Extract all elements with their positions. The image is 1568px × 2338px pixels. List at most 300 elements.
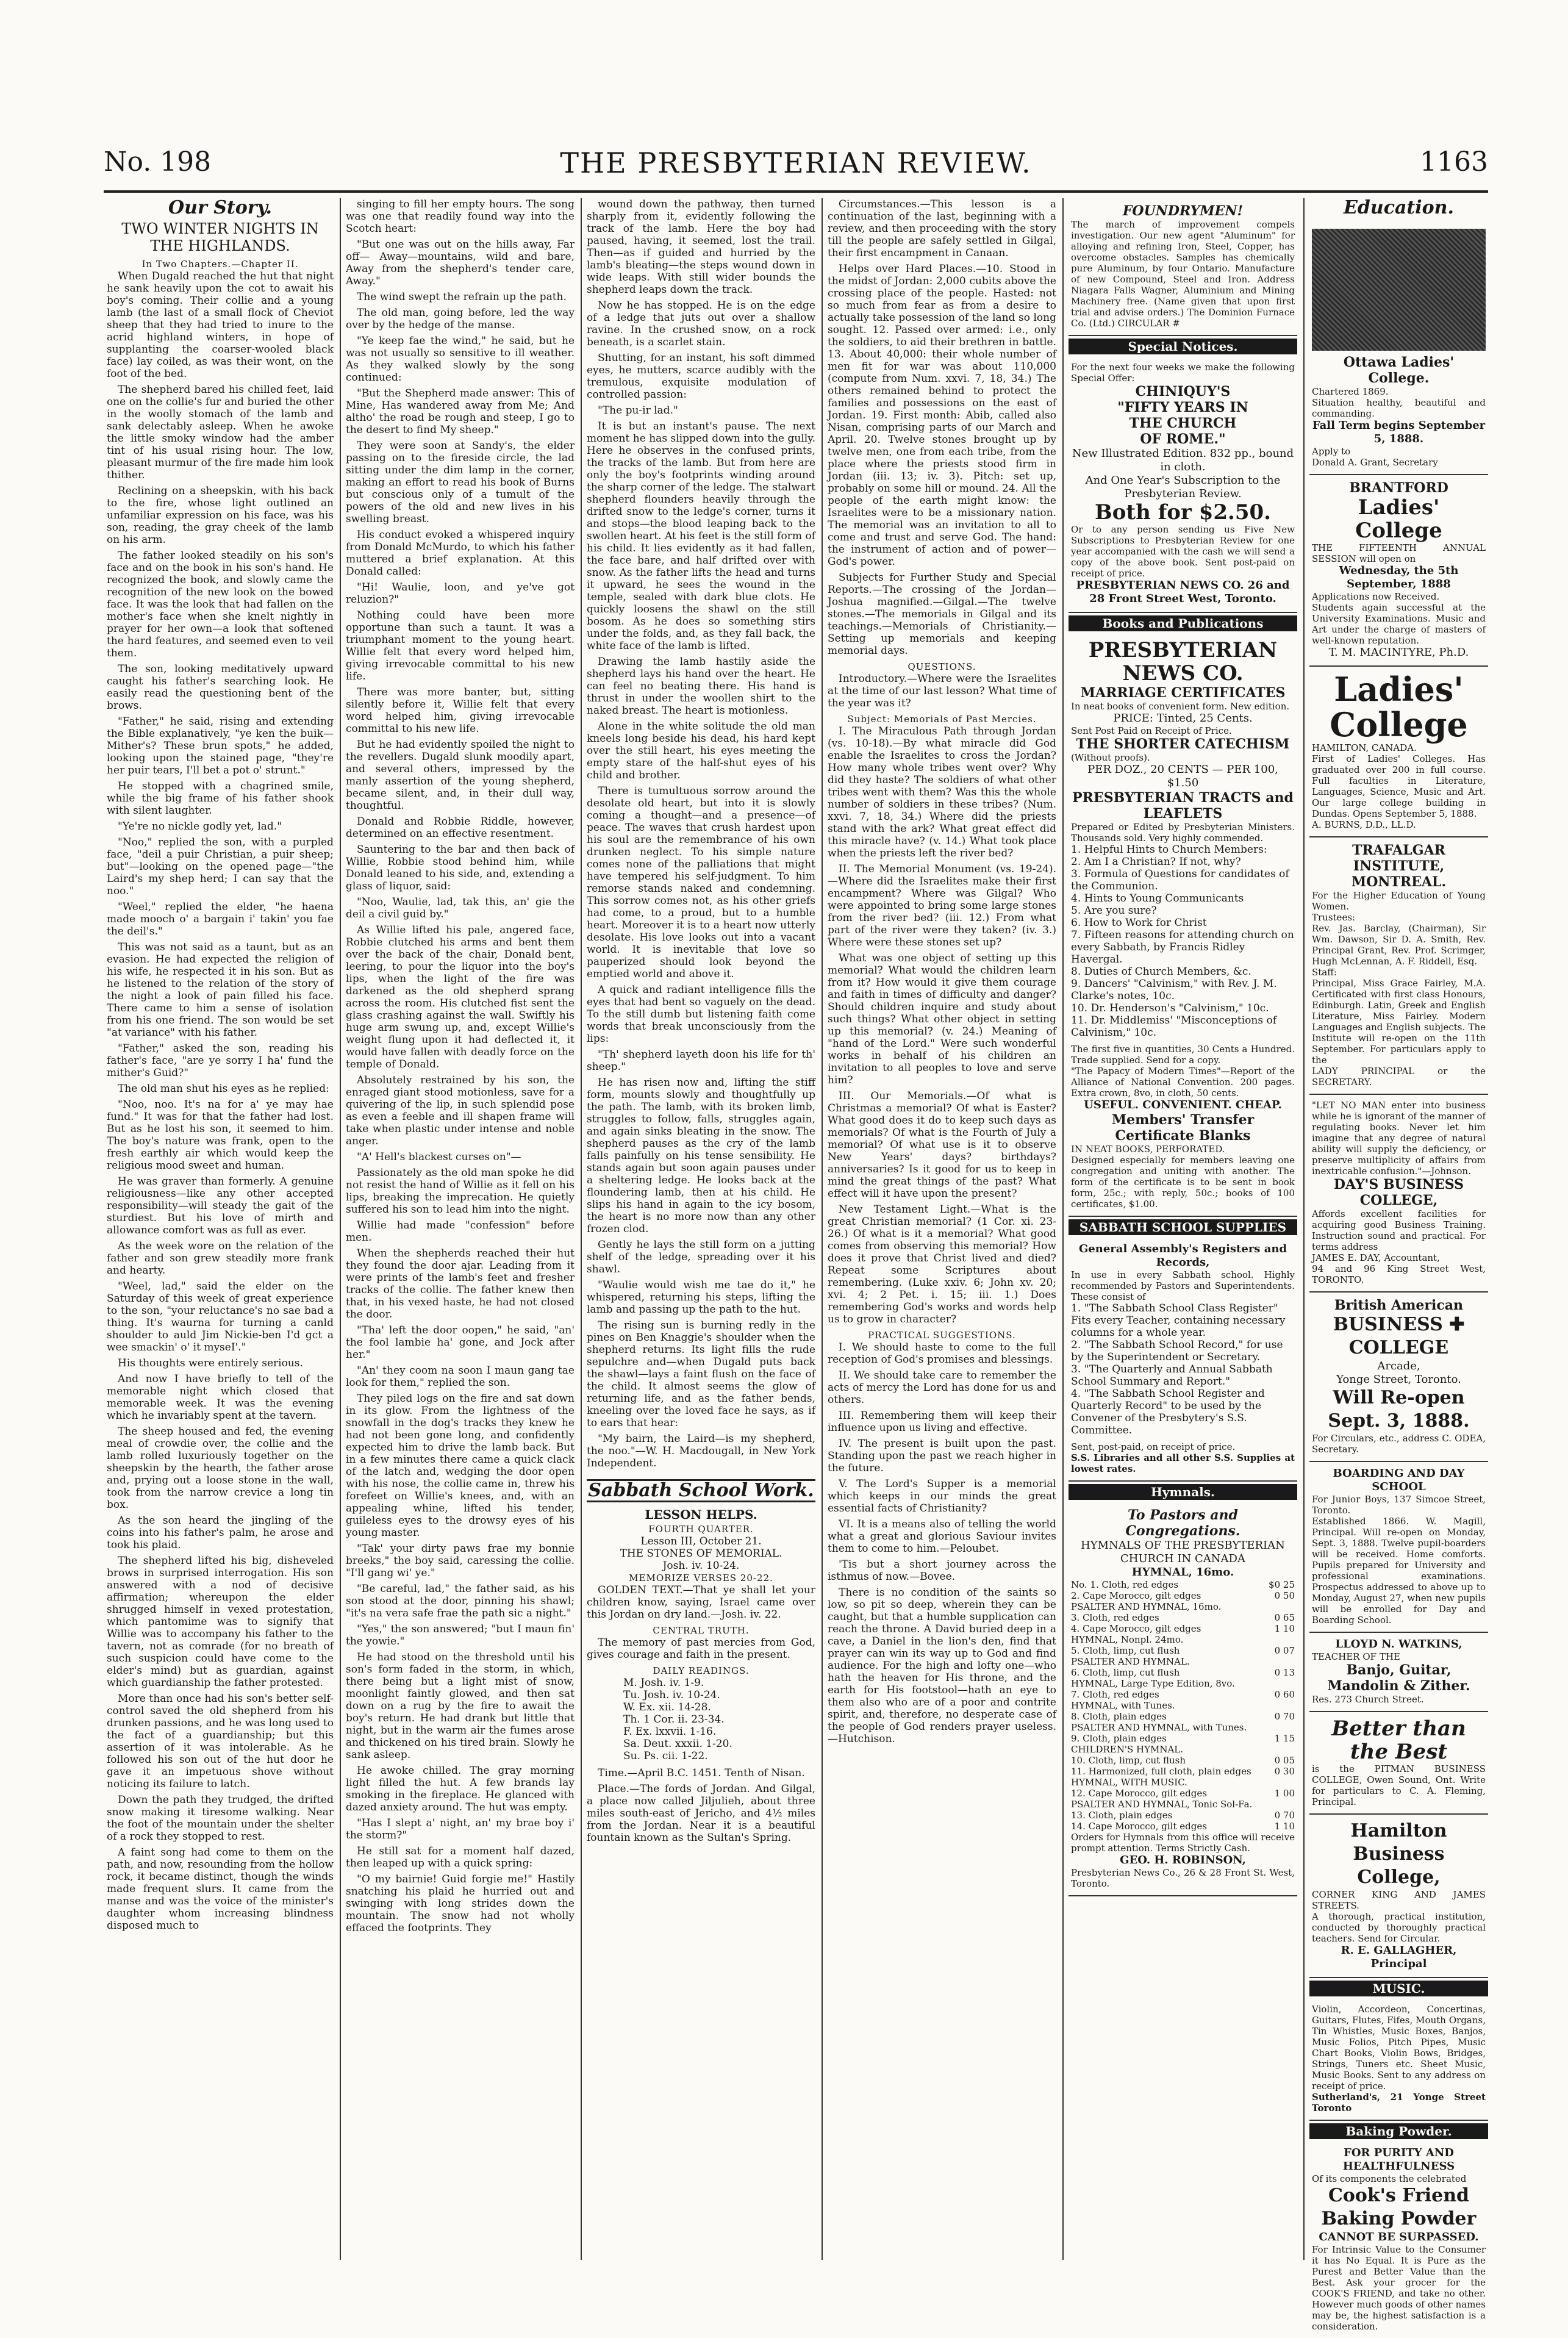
hymnals-order: Orders for Hymnals from this office will receive prompt attention. Terms Strictly Cash. <box>1071 1832 1295 1854</box>
libraries: S.S. Libraries and all other S.S. Supplies at lowest rates. <box>1071 1452 1295 1474</box>
daily-reading: Th. 1 Cor. ii. 23-34. <box>623 1713 725 1726</box>
chiniquy-sub: And One Year's Subscription to the Presbyterian Review. <box>1085 474 1281 500</box>
hymnal-item: 7. Cloth, red edges <box>1071 1689 1159 1700</box>
register-item: 2. "The Sabbath School Record," for use by the Superintendent or Secretary. <box>1071 1339 1283 1363</box>
story-paragraph: And now I have briefly to tell of the memorable night which closed that memorable week. It was the evening which he invariably spent at the tavern. <box>107 1373 334 1422</box>
memorize: MEMORIZE VERSES 20-22. <box>629 1572 773 1583</box>
story-paragraph: "Noo," replied the son, with a purpled face, "deil a puir Christian, a puir sheep; but"—looking on the opened page—"the Laird's my shep herd; I can say that the noo." <box>107 836 334 897</box>
pastors-heading: To Pastors and Congregations. <box>1125 1507 1240 1539</box>
books-band: Books and Publications <box>1069 615 1297 631</box>
foundry-heading: FOUNDRYMEN! <box>1122 203 1244 219</box>
hymnals-ad <box>1069 1502 1297 1896</box>
story-paragraph: "Be careful, lad," the father said, as his son stood at the door, pinning his shawl; "it's na vera safe frae the path sic a night." <box>346 1583 575 1619</box>
hymnal-price-row <box>1071 1579 1295 1590</box>
story-paragraph: The shepherd lifted his big, disheveled brows in surprised interrogation. His son answered with a nod of decisive affirmation; whereupon the elder shrugged himself in vexed protestation, which pantomime was to signify that Willie was to accompany his father to the tavern, not as comrade (for no breath of such suspicion could have come to the elder's mind) but as guardian, against which guardianship the father protested. <box>107 1555 334 1689</box>
boarding-text: Established 1866. W. Magill, Principal. Will re-open on Monday, Sept. 3, 1888. Twelve pupil-boarders will be received. Home comforts. Pupils prepared for University and professional examinations. Prospectus addressed to above up to Monday, August 27, when new pupils will be enrolled for Day and Boarding School. <box>1312 1516 1486 1626</box>
hymnal-price: 1 00 <box>1274 1788 1295 1799</box>
story-paragraph: "Tak' your dirty paws frae my bonnie breeks," the boy said, caressing the collie. "I'll gang wi' ye." <box>346 1543 575 1579</box>
lesson-place: Place.—The fords of Jordan. And Gilgal, a place now called Jiljulieh, about three miles south-east of Jericho, and 4½ miles from the Jordan. Near it is a beautiful fountain known as the Sultan's Spring. <box>587 1783 815 1844</box>
ottawa-term: Fall Term begins September 5, 1888. <box>1312 419 1486 445</box>
days-college: DAY'S BUSINESS COLLEGE, <box>1333 1177 1464 1208</box>
chiniquy-title-1: CHINIQUY'S <box>1135 384 1231 400</box>
story-paragraph: "Noo, noo. It's na for a' ye may hae fund." It was for that the father had lost. But as he lost his son, it seemed to him. The boy's nature was frank, open to the fresh earthly air which would keep the religious mood sweet and human. <box>107 1099 334 1172</box>
hymnal-price-row <box>1071 1590 1295 1601</box>
closing-paragraph: 'Tis but a short journey across the isthmus of now.—Bovee. <box>828 1558 1056 1583</box>
column-6 <box>1309 197 1488 2332</box>
story-paragraph: It is but an instant's pause. The next moment he has slipped down into the gully. Here he observes in the confused prints, the tracks of the lamb. But from here are only the boy's footprints winding around the sharp corner of the ledge. The stalwart shepherd flounders heavily through the drifted snow to the ledge's corner, turns it and stops—the blood leaping back to the swollen heart. At his feet is the still form of his child. It lies evidently as it had fallen, the face bare, and half drifted over with snow. As the father lifts the head and turns it upward, he sees the wound in the temple, sealed with dark blue clots. He quickly loosens the shawl on the still bosom. As he does so something stirs under the folds, and, as they fall back, the white face of the lamb is lifted. <box>587 420 815 652</box>
music-address: Sutherland's, 21 Yonge Street Toronto <box>1312 2092 1486 2114</box>
catechism-note: (Without proofs). <box>1071 752 1150 763</box>
news-co: PRESBYTERIAN NEWS CO. <box>1088 638 1278 686</box>
brantford-note: Students again successful at the University Examinations. Music and Art under the charge of masters of well-known reputation. <box>1312 602 1486 646</box>
story-paragraph: As the son heard the jingling of the coins into his father's palm, he arose and took his plaid. <box>107 1515 334 1551</box>
marriage-price: PRICE: Tinted, 25 Cents. <box>1113 712 1253 725</box>
hymnal-price-row <box>1071 1667 1295 1678</box>
story-body <box>107 270 334 1932</box>
hymnal-price: 0 50 <box>1274 1590 1295 1601</box>
story-paragraph: "But one was out on the hills away, Far off— Away—mountains, wild and bare, Away from the shepherd's tender care, Away." <box>346 238 575 287</box>
story-paragraph: Willie had made "confession" before men. <box>346 1219 575 1244</box>
shorter-catechism: THE SHORTER CATECHISM <box>1076 736 1290 752</box>
music-ad <box>1309 1999 1488 2121</box>
hymnal-price-row <box>1071 1766 1295 1777</box>
story-paragraph: Now he has stopped. He is on the edge of a ledge that juts out over a shallow ravine. In the crushed snow, on a rock beneath, is a scarlet stain. <box>587 299 815 348</box>
story-paragraph: Shutting, for an instant, his soft dimmed eyes, he mutters, scarce audibly with the tremulous, exquisite modulation of controlled passion: <box>587 352 815 401</box>
hymnal-price-row <box>1071 1711 1295 1722</box>
lesson-paragraph: Subjects for Further Study and Special Reports.—The crossing of the Jordan—Joshua magnified.—Gilgal.—The twelve stones.—The memorials in Gilgal and its teachings.—Memorials of Christianity.—Setting up memorials and keeping memorial days. <box>828 572 1056 657</box>
story-paragraph: The son, looking meditatively upward caught his father's searching look. He easily read the questioning bent of the brows. <box>107 663 334 712</box>
tract-item: 4. Hints to Young Communicants <box>1071 892 1244 905</box>
trafalgar-staff-text: Principal, Miss Grace Fairley, M.A. Certificated with first class Honours, Edinburgh. Latin, Greek and English Literature, Miss Fairley. Modern Languages and English subjects. The Institute will re-open on the 11th September. For particulars apply to the <box>1312 978 1486 1066</box>
lesson-time: Time.—April B.C. 1451. Tenth of Nisan. <box>598 1767 805 1779</box>
story-paragraph: Down the path they trudged, the drifted snow making it tiresome walking. Near the foot of the mountain under the shelter of a rock they stopped to rest. <box>107 1794 334 1843</box>
hymnal-price-row <box>1071 1810 1295 1821</box>
hymnal-item: HYMNAL, Nonpl. 24mo. <box>1071 1634 1184 1645</box>
hymnal-item: HYMNAL, Large Type Edition, 8vo. <box>1071 1678 1235 1689</box>
ottawa-contact: Donald A. Grant, Secretary <box>1312 457 1438 468</box>
questions-heading: QUESTIONS. <box>908 661 976 672</box>
days-address: 94 and 96 King Street West, TORONTO. <box>1312 1263 1486 1285</box>
hymnal-price-row <box>1071 1623 1295 1634</box>
masthead-rule <box>104 190 1488 193</box>
hymnal-price-row <box>1071 1645 1295 1656</box>
hymnal-price-row <box>1071 1788 1295 1799</box>
story-paragraph: Drawing the lamb hastily aside the shepherd lays his hand over the heart. He can feel no beating there. His hand is thrust in under the woollen shirt to the naked breast. The heart is motionless. <box>587 656 815 717</box>
robinson: GEO. H. ROBINSON, <box>1120 1854 1246 1866</box>
education-heading: Education. <box>1344 197 1454 218</box>
hymnal-16mo: HYMNAL, 16mo. <box>1131 1566 1234 1579</box>
hamilton-business-ad <box>1309 1815 1488 1978</box>
tract-item: 5. Are you sure? <box>1071 905 1157 917</box>
hymnal-price: 0 30 <box>1274 1766 1295 1777</box>
question-paragraph: II. The Memorial Monument (vs. 19-24).—Where did the Israelites make their first encampment? Where was Gilgal? Who were appointed to bring some large stones from the river bed? (iii. 12.) From what part of the river were they taken? (iv. 3.) Where were these stones set up? <box>828 863 1056 948</box>
hymnal-price-list <box>1071 1579 1295 1832</box>
daily-readings-heading: DAILY READINGS. <box>653 1665 750 1676</box>
question-paragraph: III. Our Memorials.—Of what is Christmas a memorial? Of what is Easter? What good does it do to keep such days as memorials? Of what is the Fourth of July a memorial? Of what use is it to observe New Years' days? birthdays? anniversaries? Is it good for us to keep in mind the great things of the past? What effect will it have upon the present? <box>828 1090 1056 1200</box>
brantford-session: THE FIFTEENTH ANNUAL SESSION will open on <box>1312 542 1486 564</box>
story-paragraph: "Weel, lad," said the elder on the Saturday of this week of great experience to the son, "your reluctance's no sae bad a thing. It's waurna for turning a canld shoulder to auld Jim Nickie-ben I'd gct a wee smackin' o' it myseI'." <box>107 1280 334 1354</box>
hymnal-price: 0 07 <box>1274 1645 1295 1656</box>
ottawa-college: Ottawa Ladies' College. <box>1343 354 1455 386</box>
hymnal-price-row <box>1071 1755 1295 1766</box>
watkins-ad <box>1309 1633 1488 1712</box>
hymnal-item: PSALTER AND HYMNAL, with Tunes. <box>1071 1722 1247 1733</box>
section-title-our-story: Our Story. <box>168 197 272 218</box>
hamilton-business-principal: R. E. GALLAGHER, Principal <box>1341 1944 1457 1970</box>
hymnal-price: 0 65 <box>1274 1612 1295 1623</box>
story-paragraph: When Dugald reached the hut that night he sank heavily upon the cot to await his boy's coming. Their collie and a young lamb (the last of a small flock of Cheviot sheep that they had tried to inure to the acrid highland winters, in hope of supplanting the coarser-wooled black face) lay coiled, as was their wont, on the foot of the bed. <box>107 270 334 380</box>
story-paragraph: The old man shut his eyes as he replied: <box>118 1083 329 1095</box>
column-divider <box>1303 198 1305 2260</box>
hymnal-price: 1 10 <box>1274 1623 1295 1634</box>
story-paragraph: A quick and radiant intelligence fills the eyes that had bent so vaguely on the dead. To the still dumb but listening faith come words that break unconsciously from the lips: <box>587 984 815 1045</box>
cooks-text: For Intrinsic Value to the Consumer it has No Equal. It is Pure as the Purest and Better Value than the Best. Ask your grocer for the COOK'S FRIEND, and take no other. However much goods of other names may be, the highest satisfaction is a consideration. <box>1312 2244 1486 2332</box>
hymnals-band: Hymnals. <box>1069 1484 1297 1500</box>
practical-item: II. We should take care to remember the acts of mercy the Lord has done for us and others. <box>828 1369 1056 1406</box>
quarter: FOURTH QUARTER. <box>648 1524 754 1535</box>
practical-item: V. The Lord's Supper is a memorial which keeps in our minds the great essential facts of Christianity? <box>828 1478 1056 1515</box>
closing-paragraph: There is no condition of the saints so low, so pit so deep, wherein they can be caught, but that a humble supplication can reach the throne. A David buried deep in a cave, a Daniel in the lion's den, find that prayer can win its way up to God and find audience. For the high and lofty one—who hath the heaven for His throne, and the earth for His footstool—hath an eye to them also who are of a poor and contrite spirit, and, therefore, no desperate case of the people of God renders prayer useless.—Hutchison. <box>828 1587 1056 1745</box>
hymnal-item: HYMNAL, WITH MUSIC. <box>1071 1777 1187 1788</box>
practical-item: IV. The present is built upon the past. Standing upon the past we reach higher in the future. <box>828 1438 1056 1474</box>
register-item: 1. "The Sabbath School Class Register" Fits every Teacher, containing necessary columns for a whole year. <box>1071 1302 1286 1339</box>
column-1 <box>107 198 334 2260</box>
hymnal-price: 0 70 <box>1274 1711 1295 1722</box>
chiniquy-note: Or to any person sending us Five New Subscriptions to Presbyterian Review for one year accompanied with the cash we will send a copy of the above book. Sent post-paid on receipt of price. <box>1071 524 1295 579</box>
tract-item: 6. How to Work for Christ <box>1071 917 1207 929</box>
hymnal-price-row <box>1071 1656 1295 1667</box>
questions-subject: Subject: Memorials of Past Mercies. <box>847 714 1037 725</box>
story-paragraph: "O my bairnie! Guid forgie me!" Hastily snatching his plaid he hurried out and swinging with long strides down the mountain. The snow had not wholly effaced the footprints. They <box>346 1873 575 1934</box>
chiniquy-address: PRESBYTERIAN NEWS CO. 26 and 28 Front Street West, Toronto. <box>1076 579 1290 605</box>
useful-line: USEFUL. CONVENIENT. CHEAP. <box>1084 1099 1282 1111</box>
story-paragraph: Nothing could have been more opportune than such a taunt. It was a triumphant moment to the young heart. Willie felt that every word helped him, giving irrevocable committal to his new life. <box>346 609 575 683</box>
registers-list <box>1071 1302 1295 1436</box>
hymnal-price: 1 10 <box>1274 1821 1295 1832</box>
section-title-sabbath-school: Sabbath School Work. <box>587 1479 815 1502</box>
registers-post: Sent, post-paid, on receipt of price. <box>1071 1441 1236 1452</box>
golden-text: GOLDEN TEXT.—That ye shall let your children know, saying, Israel came over this Jordan on dry land.—Josh. iv. 22. <box>587 1584 815 1621</box>
story-chapter: In Two Chapters.—Chapter II. <box>141 259 299 270</box>
story-paragraph: His conduct evoked a whispered inquiry from Donald McMurdo, to which his father muttered a brief explanation. At this Donald called: <box>346 529 575 578</box>
registers-ad <box>1069 1238 1297 1482</box>
lesson-paragraph: Helps over Hard Places.—10. Stood in the midst of Jordan: 2,000 cubits above the crossing place of the people. Hasted: not so much from fear as from a desire to actually take possession of the land so long sought. 12. Passed over armed: i.e., only the soldiers, to aid their brethren in battle. 13. About 40,000: their whole number of men fit for war was about 110,000 (compute from Num. xxvi. 7, 18, 34.) The others remained behind to protect the families and possessions on the east of Jordan. 19. First month: Abib, called also Nisan, comprising parts of our March and April. 20. Twelve stones brought up by twelve men, one from each tribe, from the place where the priests stood firm in Jordan (iii. 13; iv. 3). Pitch: set up, probably on some hill or mound. 24. All the people of the earth might know: the Israelites were to be a missionary nation. The memorial was an invitation to all to come and trust and serve God. The hand: the instrument of action and of power—God's power. <box>828 263 1056 568</box>
story-paragraph: The shepherd bared his chilled feet, laid one on the collie's fur and buried the other in the woolly stomach of the lamb and sank delectably asleep. When he awoke the little smoky window had the amber tint of his usual rising hour. The low, pleasant murmur of the fire made him look thither. <box>107 384 334 481</box>
question-paragraph: What was one object of setting up this memorial? What would the children learn from it? How would it give them courage and faith in times of difficulty and danger? Should children inquire and study about such things? What other object in setting up this memorial? (v. 24.) Meaning of "hand of the Lord." Were such wonderful works in behalf of his children an invitation to all peoples to love and serve him? <box>828 952 1056 1086</box>
better-than-best: Better than the Best <box>1331 1716 1466 1764</box>
brantford-apps: Applications now Received. <box>1312 591 1440 602</box>
story-paragraph: He still sat for a moment half dazed, then leaped up with a quick spring: <box>346 1845 575 1870</box>
story-paragraph: Sauntering to the bar and then back of Willie, Robbie stood behind him, while Donald leaned to his side, and, extending a glass of liquor, said: <box>346 844 575 892</box>
ba-arcade: Arcade, <box>1377 1360 1420 1372</box>
hymnal-price: 0 13 <box>1274 1667 1295 1678</box>
hymnal-price-row <box>1071 1634 1295 1645</box>
lesson-paragraph: Circumstances.—This lesson is a continuation of the last, beginning with a review, and then proceeding with the story till the people are safely settled in Gilgal, their first encampment in Canaan. <box>828 198 1056 259</box>
story-paragraph: singing to fill her empty hours. The song was one that readily found way into the Scotch heart: <box>346 198 575 235</box>
foundry-text: The march of improvement compels investigation. Our new agent "Aluminum" for alloying and refining Iron, Steel, Copper, has overcome obstacles. Samples has chemically pure Aluminum, by four Ontario. Manufacture of new Compound, Steel and Iron. Address Niagara Falls Wagner, Aluminium and Mining Machinery free. (Name given that upon first trial and advise orders.) The Dominion Furnace Co. (Ltd.) CIRCULAR # <box>1071 219 1295 329</box>
questions-body <box>828 725 1056 1325</box>
practical-item: I. We should haste to come to the full reception of God's promises and blessings. <box>828 1341 1056 1366</box>
hymnal-item: 13. Cloth, plain edges <box>1071 1810 1173 1821</box>
brantford-principal: T. M. MACINTYRE, Ph.D. <box>1328 646 1469 659</box>
hymnal-price-row <box>1071 1777 1295 1788</box>
hamilton-place: HAMILTON, CANADA. <box>1312 742 1417 753</box>
practical-heading: PRACTICAL SUGGESTIONS. <box>868 1330 1016 1341</box>
brantford: BRANTFORD <box>1349 480 1448 496</box>
column-divider <box>340 198 341 2260</box>
hymnal-price-row <box>1071 1821 1295 1832</box>
story-title: TWO WINTER NIGHTS IN THE HIGHLANDS. <box>121 220 319 254</box>
papacy: "The Papacy of Modern Times"—Report of the Alliance of National Convention. 200 pages. Extra crown, 8vo, in cloth, 50 cents. <box>1071 1066 1295 1099</box>
hymnal-item: 14. Cape Morocco, gilt edges <box>1071 1821 1207 1832</box>
hymnal-price: 0 70 <box>1274 1810 1295 1821</box>
questions-intro: Introductory.—Where were the Israelites at the time of our last lesson? What time of the year was it? <box>828 673 1056 709</box>
masthead <box>104 146 1488 189</box>
story-paragraph: Passionately as the old man spoke he did not resist the hand of Willie as it fell on his lips, breaking the imprecation. He quietly suffered his son to lead him into the night. <box>346 1167 575 1216</box>
lesson-helps: LESSON HELPS. <box>645 1507 757 1522</box>
hymnal-price-row <box>1071 1744 1295 1755</box>
days-college-ad <box>1309 1095 1488 1293</box>
sabbath-supplies-band: SABBATH SCHOOL SUPPLIES <box>1069 1219 1297 1235</box>
tract-item: 8. Duties of Church Members, &c. <box>1071 966 1251 978</box>
story-paragraph: More than once had his son's better self-control saved the old shepherd from his drunken passions, and he was long used to the fact of a guardianship; but this assertion of it was intolerable. As he followed his son out of the hut door he gave it an impetuous shove without noticing its failure to latch. <box>107 1693 334 1790</box>
story-paragraph: The wind swept the refrain up the path. <box>357 291 567 303</box>
hymnal-price-row <box>1071 1700 1295 1711</box>
ottawa-chartered: Chartered 1869. <box>1312 386 1389 397</box>
hymnal-price-row <box>1071 1612 1295 1623</box>
lesson-number: Lesson III, October 21. <box>640 1535 762 1547</box>
column-2 <box>346 198 575 2260</box>
story-paragraph: The father looked steadily on his son's face and on the book in his son's hand. He recognized the book, and slowly came the recognition of the new look on the bowed face. It was the look that had fallen on the mother's face when she knelt nightly in prayer for her own—a look that softened the hard features, and seemed even to veil them. <box>107 550 334 659</box>
chiniquy-title-2: "FIFTY YEARS IN <box>1117 400 1248 415</box>
trafalgar-sub: For the Higher Education of Young Women. <box>1312 890 1486 912</box>
hymnal-item: PSALTER AND HYMNAL, 16mo. <box>1071 1601 1222 1612</box>
tracts-leaflets: PRESBYTERIAN TRACTS and LEAFLETS <box>1072 790 1294 822</box>
baking-band: Baking Powder. <box>1309 2123 1488 2139</box>
cooks-friend: Cook's Friend Baking Powder <box>1321 2185 1477 2229</box>
daily-reading: W. Ex. xii. 14-28. <box>623 1701 711 1713</box>
story-paragraph: Absolutely restrained by his son, the enraged giant stood motionless, save for a quivering of the lip, in such splendid pose as even a feeble and ill shapen frame will take when plastic under intense and noble anger. <box>346 1074 575 1147</box>
hymnal-price-row <box>1071 1722 1295 1733</box>
tract-item: 3. Formula of Questions for candidates of the Communion. <box>1071 868 1289 892</box>
purity-sub: Of its components the celebrated <box>1312 2173 1467 2184</box>
cooks-sub: CANNOT BE SURPASSED. <box>1319 2231 1479 2243</box>
story-paragraph: The sheep housed and fed, the evening meal of crowdie over, the collie and the lamb rolled luxuriously together on the sheepskin by the hearth, the father arose and, prying out a loose stone in the wall, took from the narrow crevice a long tin box. <box>107 1425 334 1511</box>
hymnal-price: 0 05 <box>1274 1755 1295 1766</box>
trafalgar-ad <box>1309 837 1488 1095</box>
story-paragraph: "Waulie would wish me tae do it," he whispered, returning his steps, lifting the lamb and passing up the path to the hut. <box>587 1279 815 1316</box>
hymnal-price-row <box>1071 1689 1295 1700</box>
story-paragraph: "Father," asked the son, reading his father's face, "are ye sorry I ha' fund the mither's Guid?" <box>107 1042 334 1079</box>
foundrymen-ad <box>1069 198 1297 336</box>
hamilton-text: First of Ladies' Colleges. Has graduated over 200 in full course. Full faculties in Literature, Languages, Science, Music and Art. Our large college building in Dundas. Opens September 5, 1888. <box>1312 753 1486 819</box>
brantford-college: Ladies' College <box>1355 495 1442 543</box>
chiniquy-title-3: THE CHURCH <box>1129 415 1237 431</box>
story-paragraph: He stopped with a chagrined smile, while the big frame of his father shook with silent laughter. <box>107 780 334 817</box>
tract-item: 7. Fifteen reasons for attending church on every Sabbath, by Francis Ridley Havergal. <box>1071 929 1294 966</box>
marriage-note: In neat books of convenient form. New edition. <box>1071 701 1290 712</box>
days-quote: "LET NO MAN enter into business while he is ignorant of the manner of regulating books. Never let him imagine that any degree of natural ability will supply the deficiency, or preserve multiplicity of affairs from inextricable confusion."—Johnson. <box>1312 1100 1486 1177</box>
registers-note: In use in every Sabbath school. Highly recommended by Pastors and Superintendents. These consist of <box>1071 1269 1295 1302</box>
story-body-continued <box>346 198 575 1934</box>
hamilton-business-address: CORNER KING AND JAMES STREETS. <box>1312 1889 1486 1911</box>
story-paragraph: He had stood on the threshold until his son's form faded in the storm, in which, there being but a light mist of snow, moonlight faintly glowed, and then sat down on a rug by the fire to await the boy's return. He had drank but little that night, but in the warm air the fumes arose and thickened on his tired brain. Slowly he sank asleep. <box>346 1651 575 1761</box>
hymnal-price-row <box>1071 1678 1295 1689</box>
hymnal-item: 9. Cloth, plain edges <box>1071 1733 1167 1744</box>
hamilton-principal: A. BURNS, D.D., LL.D. <box>1312 819 1416 830</box>
story-paragraph: They piled logs on the fire and sat down in its glow. From the lightness of the snowfall in the dog's tracks they knew he had not been gone long, and confidently expected him to drive the lamb back. But in a few minutes there came a quick clack of the latch and, wedging the door open with his nose, the collie came in, threw his forefeet on Willie's knees, and, with an appealing whine, lifted his tender, guileless eyes to the drowsy eyes of his young master. <box>346 1393 575 1539</box>
chiniquy-title-4: OF ROME." <box>1140 431 1226 447</box>
chiniquy-edition: New Illustrated Edition. 832 pp., bound in cloth. <box>1072 447 1294 473</box>
watkins-instruments: Banjo, Guitar, Mandolin & Zither. <box>1327 1662 1470 1694</box>
ottawa-text: Situation healthy, beautiful and commanding. <box>1312 397 1486 419</box>
hymnal-item: CHILDREN'S HYMNAL. <box>1071 1744 1184 1755</box>
ottawa-apply: Apply to <box>1312 446 1351 457</box>
story-paragraph: They were soon at Sandy's, the elder passing on to the fireside circle, the lad sitting under the dim lamp in the corner, making an effort to read his book of Burns but conscious only of a tumult of the powers of the old and new lives in his swelling breast. <box>346 440 575 525</box>
central-truth: The memory of past mercies from God, gives courage and faith in the present. <box>587 1637 815 1661</box>
story-paragraph: "Th' shepherd layeth doon his life for th' sheep." <box>587 1049 815 1073</box>
question-paragraph: I. The Miraculous Path through Jordan (vs. 10-18).—By what miracle did God enable the Israelites to cross the Jordan? How many whole tribes went over? Why did they haste? The soldiers of what other tribes went with them? Was this the whole number of soldiers in these tribes? (Num. xxvi. 7, 18, 34.) Where did the priests stand with the ark? What great effect did this miracle have? (v. 14.) What took place when the priests left the river bed? <box>828 725 1056 859</box>
story-paragraph: "A' Hell's blackest curses on"— <box>357 1151 521 1163</box>
daily-reading: Sa. Deut. xxxii. 1-20. <box>623 1738 732 1750</box>
hymnal-item: 8. Cloth, plain edges <box>1071 1711 1167 1722</box>
story-paragraph: "Has I slept a' night, an' my brae boy i' the storm?" <box>346 1817 575 1841</box>
tracts-list <box>1071 844 1295 1039</box>
hymnal-item: No. 1. Cloth, red edges <box>1071 1579 1179 1590</box>
lesson-notes <box>828 198 1056 657</box>
chiniquy-price: Both for $2.50. <box>1094 500 1272 525</box>
story-paragraph: This was not said as a taunt, but as an evasion. He had expected the religion of his wife, he respected it in his son. But as he listened to the relation of the story of the night a look of pain filled his face. There came to him a sense of isolation from his one friend. The son would be set "at variance" with his father. <box>107 941 334 1039</box>
story-conclusion <box>587 198 815 1469</box>
hymnal-price-row <box>1071 1601 1295 1612</box>
trafalgar-secretary: LADY PRINCIPAL or the SECRETARY. <box>1312 1066 1486 1088</box>
hamilton-business-text: A thorough, practical institution, conducted by thoroughly practical teachers. Send for Circular. <box>1312 1911 1486 1944</box>
hamilton-business: Hamilton Business College, <box>1350 1820 1447 1888</box>
practical-item: VI. It is a means also of telling the world what a great and glorious Saviour invites them to come to him.—Peloubet. <box>828 1518 1056 1555</box>
trafalgar-trustees: Trustees: <box>1312 912 1356 923</box>
daily-reading: Su. Ps. cii. 1-22. <box>623 1750 708 1762</box>
registers: General Assembly's Registers and Records, <box>1078 1243 1287 1269</box>
brantford-ad <box>1309 475 1488 667</box>
story-paragraph: Gently he lays the still form on a jutting shelf of the ledge, spreading over it his shawl. <box>587 1239 815 1275</box>
daily-reading: Tu. Josh. iv. 10-24. <box>623 1689 720 1701</box>
practical-item: III. Remembering them will keep their influence upon us living and effective. <box>828 1410 1056 1434</box>
story-paragraph: His thoughts were entirely serious. <box>118 1357 303 1369</box>
hymnal-item: 4. Cape Morocco, gilt edges <box>1071 1623 1201 1634</box>
hymnal-price-row <box>1071 1733 1295 1744</box>
column-divider <box>581 198 582 2260</box>
daily-readings <box>587 1677 815 1762</box>
hamilton-ladies-ad <box>1309 667 1488 837</box>
catechism-price: PER DOZ., 20 CENTS — PER 100, $1.50 <box>1087 763 1278 789</box>
story-paragraph: The rising sun is burning redly in the pines on Ben Knaggie's shoulder when the shepherd returns. Its light fills the rude sepulchre and—when Dugald puts back the shawl—lays a faint flush on the face of the child. It almost seems the glow of returning life, and as the father bends, kneeling over the loved face he says, as if to ears that hear: <box>587 1319 815 1429</box>
daily-reading: M. Josh. iv. 1-9. <box>623 1677 704 1689</box>
tract-item: 10. Dr. Henderson's "Calvinism," 10c. <box>1071 1002 1269 1014</box>
hymnal-item: 10. Cloth, limp, cut flush <box>1071 1755 1186 1766</box>
story-paragraph: "Father," he said, rising and extending the Bible explanatively, "ye ken the buik—Mither's? These brun spots," he added, looking upon the stained page, "they're her puir tears, I'll bet a pot o' strunt." <box>107 715 334 776</box>
tract-item: 2. Am I a Christian? If not, why? <box>1071 856 1241 868</box>
tract-item: 9. Dancers' "Calvinism," with Rev. J. M. Clarke's notes, 10c. <box>1071 978 1277 1002</box>
watkins-address: Res. 273 Church Street. <box>1312 1694 1424 1705</box>
story-paragraph: "Ye keep fae the wind," he said, but he was not usually so sensitive to ill weather. As they walked slowly by the song continued: <box>346 335 575 384</box>
story-paragraph: Donald and Robbie Riddle, however, determined on an effective resentment. <box>346 816 575 840</box>
british-american-ad <box>1309 1293 1488 1462</box>
hamilton-ladies-college: Ladies' College <box>1330 670 1468 744</box>
tract-item: 11. Dr. Middlemiss' "Misconceptions of Calvinism," 10c. <box>1071 1014 1276 1039</box>
better-text: is the PITMAN BUSINESS COLLEGE, Owen Sound, Ont. Write for particulars to C. A. Fleming, Principal. <box>1312 1763 1486 1807</box>
issue-number: No. 198 <box>104 146 212 178</box>
chiniquy-ad <box>1069 357 1297 613</box>
hymnal-item: 11. Harmonized, full cloth, plain edges <box>1071 1766 1251 1777</box>
story-paragraph: When the shepherds reached their hut they found the door ajar. Leading from it were prints of the lamb's feet and fresher tracks of the collie. The father knew then that, in his vexed haste, he had not closed the door. <box>346 1247 575 1321</box>
pitman-ad <box>1309 1712 1488 1815</box>
cooks-friend-ad <box>1309 2142 1488 2338</box>
lesson-ref: Josh. iv. 10-24. <box>662 1560 740 1572</box>
story-paragraph: Reclining on a sheepskin, with his back to the fire, whose light outlined an unfamiliar expression on his face, was his son, reading, the gray cheek of the lamb on his arm. <box>107 485 334 546</box>
transfer-certificates: Members' Transfer Certificate Blanks <box>1111 1112 1255 1144</box>
story-paragraph: "Noo, Waulie, lad, tak this, an' gie the deil a civil guid by." <box>346 896 575 920</box>
hymnal-price: 1 15 <box>1274 1733 1295 1744</box>
story-paragraph: "Weel," replied the elder, "he haena made mooch o' a bargain i' takin' you fae the deil's." <box>107 901 334 938</box>
story-paragraph: "But the Shepherd made answer: This of Mine, Has wandered away from Me; And altho' the road be rough and steep, I go to the desert to find My sheep." <box>346 387 575 436</box>
ba-circulars: For Circulars, etc., address C. ODEA, Secretary. <box>1312 1433 1486 1455</box>
trafalgar-text: Rev. Jas. Barclay, (Chairman), Sir Wm. Dawson, Sir D. A. Smith, Rev. Principal Grant, Rev. Prof. Scrimger, Hugh McLennan, A. F. Riddell, Esq. <box>1312 923 1486 967</box>
watkins: LLOYD N. WATKINS, <box>1335 1638 1462 1651</box>
column-divider <box>1062 198 1064 2260</box>
hymnal-price: 0 60 <box>1274 1689 1295 1700</box>
transfer-sub: IN NEAT BOOKS, PERFORATED. <box>1071 1144 1225 1155</box>
ba-reopen: Will Re-open Sept. 3, 1888. <box>1328 1387 1470 1432</box>
college-building-illustration <box>1312 229 1486 351</box>
hymnal-item: PSALTER AND HYMNAL. <box>1071 1656 1190 1667</box>
marriage-certificates: MARRIAGE CERTIFICATES <box>1080 685 1286 701</box>
lesson-name: THE STONES OF MEMORIAL. <box>620 1547 782 1560</box>
story-paragraph: But he had evidently spoiled the night to the revellers. Dugald slunk moodily apart, and several others, impressed by the manly assertion of the young shepherd, became silent, and, in their dull way, thoughtful. <box>346 739 575 812</box>
days-text: Affords excellent facilities for acquiring good Business Training. Instruction sound and practical. For terms address <box>1312 1208 1486 1252</box>
page-number: 1163 <box>1420 146 1488 178</box>
question-paragraph: New Testament Light.—What is the great Christian memorial? (1 Cor. xi. 23-26.) Of what is it a memorial? What good comes from observing this memorial? How does it prove that Christ lived and died? Repeat some Scriptures about remembering. (Luke xxiv. 6; John xv. 20; xvi. 4; 2 Pet. i. 15; iii. 1.) Does remembering God's works and words help us to grow in character? <box>828 1203 1056 1325</box>
story-paragraph: "Ye're no nickle godly yet, lad." <box>118 820 282 833</box>
ba-street: Yonge Street, Toronto. <box>1336 1373 1461 1386</box>
hymnal-item: 2. Cape Morocco, gilt edges <box>1071 1590 1201 1601</box>
marriage-post: Sent Post Paid on Receipt of Price. <box>1071 725 1232 736</box>
hymnal-item: 3. Cloth, red edges <box>1071 1612 1159 1623</box>
chiniquy-intro: For the next four weeks we make the following Special Offer: <box>1071 362 1295 384</box>
hymnal-item: PSALTER AND HYMNAL, Tonic Sol-Fa. <box>1071 1799 1253 1810</box>
story-paragraph: "An' they coom na soon I maun gang tae look for them," replied the son. <box>346 1364 575 1389</box>
ba-line-1: British American <box>1334 1297 1464 1313</box>
story-paragraph: He was graver than formerly. A genuine religiousness—like any other accepted responsibility—will steady the gait of the sturdiest. But his love of mirth and allowance comfort was as full as ever. <box>107 1175 334 1236</box>
story-paragraph: wound down the pathway, then turned sharply from it, evidently following the track of the lamb. Here the boy had paused, having, it seemed, lost the trail. Then—as if guided and hurried by the lamb's bleating—the steps wound down in wide leaps. With still wider bounds the shepherd leaps down the track. <box>587 198 815 296</box>
purity: FOR PURITY AND HEALTHFULNESS <box>1342 2146 1455 2173</box>
boarding: BOARDING AND DAY SCHOOL <box>1333 1467 1465 1493</box>
column-4 <box>828 198 1056 2260</box>
news-co-ad <box>1069 634 1297 1217</box>
central-truth-heading: CENTRAL TRUTH. <box>653 1625 750 1636</box>
transfer-text: Designed especially for members leaving one congregation and uniting with another. The form of the certificate is to be sent in book form, 25c.; with reply, 50c.; books of 100 certificates, $1.00. <box>1071 1155 1295 1210</box>
practical-suggestions <box>828 1341 1056 1555</box>
trafalgar: TRAFALGAR INSTITUTE, MONTREAL. <box>1351 842 1447 890</box>
story-paragraph: The old man, going before, led the way over by the hedge of the manse. <box>346 307 575 331</box>
hymnal-price-row <box>1071 1799 1295 1810</box>
story-paragraph: He awoke chilled. The gray morning light filled the hut. A few brands lay smoking in the fireplace. He glanced with dazed anxiety around. The hut was empty. <box>346 1765 575 1813</box>
story-paragraph: A faint song had come to them on the path, and now, resounding from the hollow rock, it became distinct, though the winds made frequent slurs. It came from the manse and was the voice of the minister's daughter whom increasing blindness disposed much to <box>107 1846 334 1932</box>
robinson-address: Presbyterian News Co., 26 & 28 Front St. West, Toronto. <box>1071 1867 1295 1889</box>
hymnal-item: 6. Cloth, limp, cut flush <box>1071 1667 1180 1678</box>
column-divider <box>822 198 823 2260</box>
story-paragraph: He has risen now and, lifting the stiff form, mounts slowly and thoughtfully up the path. The lamb, with its broken limb, struggles to follow, falls, struggles again, and again sinks bleating in the snow. The shepherd pauses as the cry of the lamb falls painfully on his tense sensibility. He stands again but soon again pauses under a sheltering ledge. He looks back at the floundering lamb, then at his child. He slips his hand in again to the icy bosom, the heart is no more now than any other frozen clod. <box>587 1077 815 1235</box>
watkins-sub: TEACHER OF THE <box>1312 1651 1400 1662</box>
